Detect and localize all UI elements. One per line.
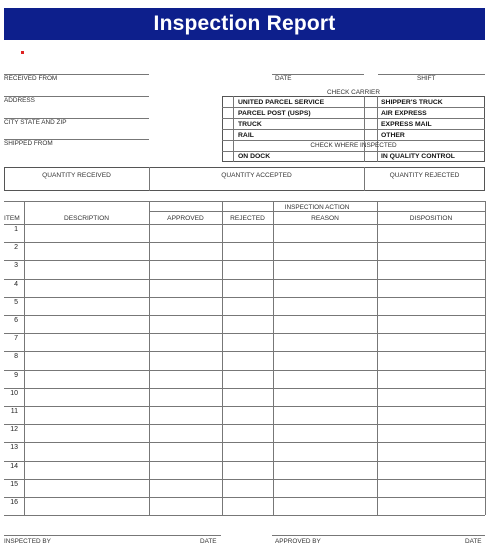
quantity-row <box>4 167 485 191</box>
table-row[interactable] <box>4 461 485 479</box>
col-header-approved: APPROVED <box>167 215 204 222</box>
table-row[interactable] <box>4 260 485 278</box>
table-row[interactable] <box>4 497 485 515</box>
carrier-option-express-mail: EXPRESS MAIL <box>381 121 432 128</box>
row-number: 10 <box>10 389 18 397</box>
table-row[interactable] <box>4 315 485 333</box>
table-row[interactable] <box>4 351 485 369</box>
checkbox-other[interactable] <box>365 130 377 140</box>
carrier-option-ups: UNITED PARCEL SERVICE <box>238 99 325 106</box>
page-title: Inspection Report <box>4 8 485 40</box>
row-number: 4 <box>14 280 18 288</box>
table-row[interactable] <box>4 388 485 406</box>
row-number: 12 <box>10 426 18 434</box>
checkbox-truck[interactable] <box>223 119 233 129</box>
received-from-label: RECEIVED FROM <box>4 75 58 82</box>
checkbox-ups[interactable] <box>223 97 233 107</box>
inspected-date-label: DATE <box>200 538 217 545</box>
checkbox-shippers-truck[interactable] <box>365 97 377 107</box>
red-mark <box>21 51 24 54</box>
table-row[interactable] <box>4 333 485 351</box>
table-row[interactable] <box>4 406 485 424</box>
shift-line[interactable] <box>378 74 485 75</box>
shift-label: SHIFT <box>417 75 436 82</box>
row-number: 6 <box>14 317 18 325</box>
inspection-action-label: INSPECTION ACTION <box>284 204 350 211</box>
row-number: 13 <box>10 444 18 452</box>
quantity-rejected-label: QUANTITY REJECTED <box>389 172 460 179</box>
table-top-border <box>4 201 485 202</box>
checkbox-rail[interactable] <box>223 130 233 140</box>
approved-date-label: DATE <box>465 538 482 545</box>
checkbox-usps[interactable] <box>223 108 233 118</box>
where-option-quality-control: IN QUALITY CONTROL <box>381 153 455 160</box>
row-number: 2 <box>14 244 18 252</box>
col-header-reason: REASON <box>311 215 339 222</box>
address-line[interactable] <box>4 96 149 97</box>
row-number: 16 <box>10 499 18 507</box>
carrier-option-shippers-truck: SHIPPER'S TRUCK <box>381 99 443 106</box>
checkbox-quality-control[interactable] <box>365 152 377 162</box>
row-number: 14 <box>10 462 18 470</box>
row-number: 9 <box>14 371 18 379</box>
check-where-title: CHECK WHERE INSPECTED <box>310 142 397 149</box>
table-col-divider <box>485 201 486 515</box>
shipped-from-label: SHIPPED FROM <box>4 140 53 147</box>
carrier-option-other: OTHER <box>381 132 405 139</box>
carrier-option-rail: RAIL <box>238 132 254 139</box>
col-header-item: ITEM <box>4 215 20 222</box>
table-row[interactable] <box>4 242 485 260</box>
row-number: 7 <box>14 335 18 343</box>
table-row[interactable] <box>4 370 485 388</box>
city-state-zip-line[interactable] <box>4 118 149 119</box>
checkbox-air-express[interactable] <box>365 108 377 118</box>
date-label: DATE <box>275 75 292 82</box>
approved-by-label: APPROVED BY <box>275 538 321 545</box>
checkbox-on-dock[interactable] <box>223 152 233 162</box>
table-row[interactable] <box>4 279 485 297</box>
row-number: 15 <box>10 480 18 488</box>
carrier-option-air-express: AIR EXPRESS <box>381 110 427 117</box>
carrier-option-usps: PARCEL POST (USPS) <box>238 110 311 117</box>
table-row-border <box>4 515 485 516</box>
received-from-line[interactable] <box>4 74 149 75</box>
table-row[interactable] <box>4 442 485 460</box>
row-number: 11 <box>10 408 18 416</box>
table-row[interactable] <box>4 297 485 315</box>
col-header-disposition: DISPOSITION <box>409 215 453 222</box>
city-state-zip-label: CITY STATE AND ZIP <box>4 119 67 126</box>
row-number: 8 <box>14 353 18 361</box>
col-header-description: DESCRIPTION <box>63 215 110 222</box>
inspected-by-label: INSPECTED BY <box>4 538 51 545</box>
approved-by-line[interactable] <box>272 535 485 536</box>
shipped-from-line[interactable] <box>4 139 149 140</box>
table-row[interactable] <box>4 424 485 442</box>
quantity-received-label: QUANTITY RECEIVED <box>42 172 111 179</box>
where-option-on-dock: ON DOCK <box>238 153 271 160</box>
row-number: 3 <box>14 262 18 270</box>
quantity-accepted-label: QUANTITY ACCEPTED <box>221 172 292 179</box>
check-carrier-title: CHECK CARRIER <box>327 89 380 96</box>
checkbox-express-mail[interactable] <box>365 119 377 129</box>
inspected-by-line[interactable] <box>4 535 221 536</box>
table-row[interactable] <box>4 479 485 497</box>
col-header-rejected: REJECTED <box>230 215 265 222</box>
row-number: 5 <box>14 298 18 306</box>
row-number: 1 <box>14 226 18 234</box>
carrier-option-truck: TRUCK <box>238 121 262 128</box>
table-row[interactable] <box>4 224 485 242</box>
address-label: ADDRESS <box>4 97 35 104</box>
date-line[interactable] <box>272 74 364 75</box>
